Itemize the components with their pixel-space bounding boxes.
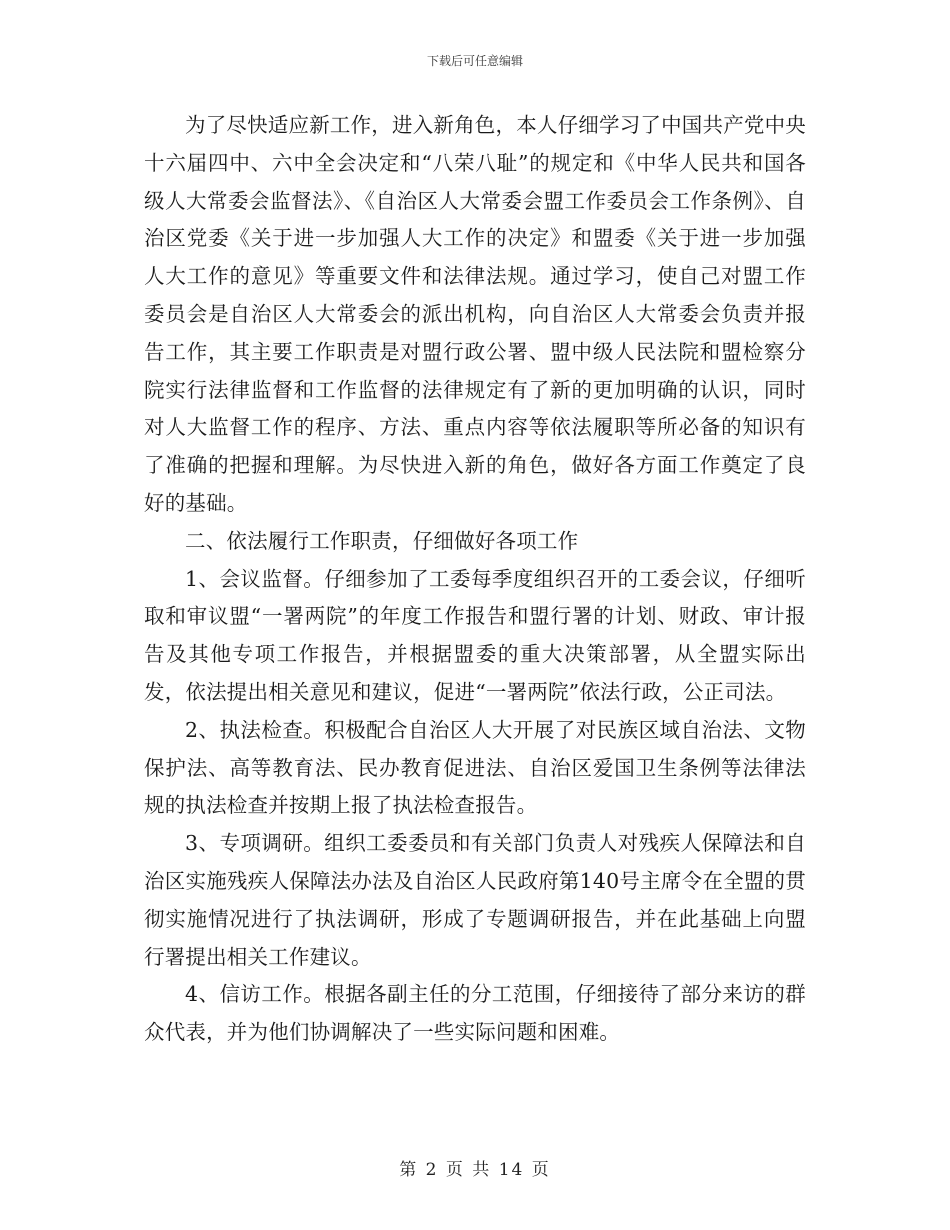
paragraph-petition-work: 4、信访工作。根据各副主任的分工范围，仔细接待了部分来访的群众代表，并为他们协调解决了一些实际问题和困难。 (144, 982, 806, 1045)
paragraph-law-enforcement-inspection: 2、执法检查。积极配合自治区人大开展了对民族区域自治法、文物保护法、高等教育法、民办教育促进法、自治区爱国卫生条例等法律法规的执法检查并按期上报了执法检查报告。 (144, 717, 806, 818)
header-note: 下载后可任意编辑 (426, 54, 523, 68)
paragraph-special-research: 3、专项调研。组织工委委员和有关部门负责人对残疾人保障法和自治区实施残疾人保障法办法及自治区人民政府第140号主席令在全盟的贯彻实施情况进行了执法调研，形成了专题调研报告，并在此基础上向盟行署提出相关工作建议。 (144, 831, 806, 969)
paragraph-meeting-supervision: 1、会议监督。仔细参加了工委每季度组织召开的工委会议，仔细听取和审议盟“一署两院”的年度工作报告和盟行署的计划、财政、审计报告及其他专项工作报告，并根据盟委的重大决策部署，从全盟实际出发，依法提出相关意见和建议，促进“一署两院”依法行政，公正司法。 (144, 566, 806, 704)
document-body (144, 107, 806, 1052)
page-number-footer: 第 2 页 共 14 页 (399, 1160, 551, 1180)
section-heading-duties: 二、依法履行工作职责，仔细做好各项工作 (185, 528, 579, 553)
paragraph-study: 为了尽快适应新工作，进入新角色，本人仔细学习了中国共产党中央十六届四中、六中全会决定和“八荣八耻”的规定和《中华人民共和国各级人大常委会监督法》、《自治区人大常委会盟工作委员会工作条例》、自治区党委《关于进一步加强人大工作的决定》和盟委《关于进一步加强人大工作的意见》等重要文件和法律法规。通过学习，使自己对盟工作委员会是自治区人大常委会的派出机构，向自治区人大常委会负责并报告工作，其主要工作职责是对盟行政公署、盟中级人民法院和盟检察分院实行法律监督和工作监督的法律规定有了新的更加明确的认识，同时对人大监督工作的程序、方法、重点内容等依法履职等所必备的知识有了准确的把握和理解。为尽快进入新的角色，做好各方面工作奠定了良好的基础。 (144, 113, 806, 515)
